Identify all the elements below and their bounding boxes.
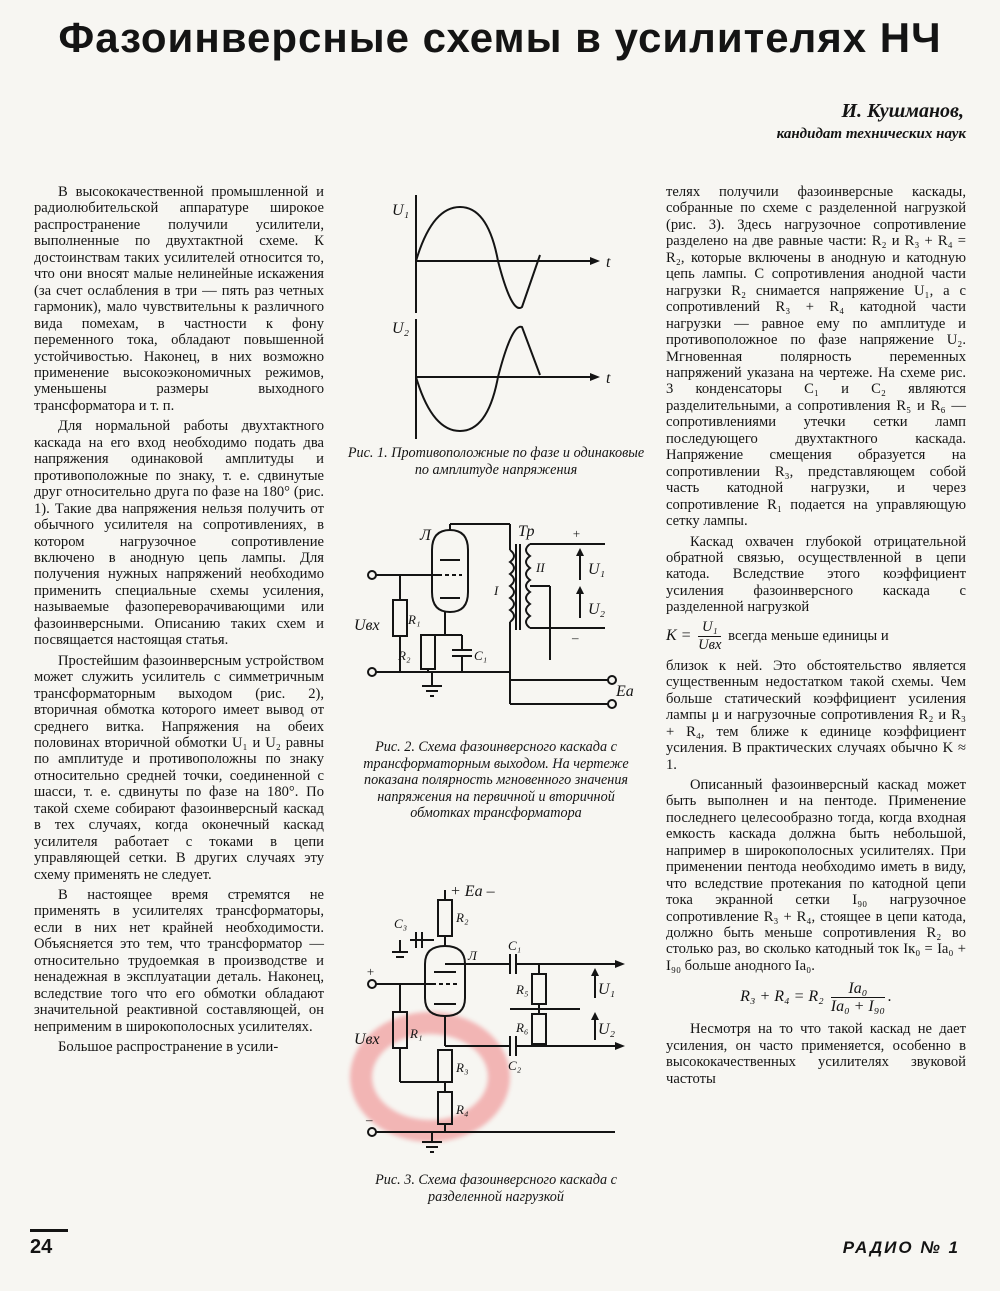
- paragraph: Простейшим фазоинверсным устройством может служить усилитель с симметричным трансформаторным выходом (рис. 2), вторичная обмотка которого имеет вывод от среднего витка. Напряжения на обеих половинах вторичной обмотки U₁ и U₂ равны по амплитуде и противоположны по знаку относительно средней точки, соединенной с шасси, т. е. сдвинуты по фазе на 180°. По такой схеме собирают фазоинверсный каскад в тех случаях, когда оконечный каскад усилителя работает с токами в цепи управляющей сетки. В других случаях эту схему применять не следует.: [34, 652, 324, 883]
- fig1-label-t1: t: [606, 254, 611, 271]
- fig2-label-ea: Eа: [616, 683, 634, 700]
- formula-k-text: всегда меньше единицы и: [728, 627, 889, 644]
- fig2-tube: [432, 530, 468, 612]
- fig2-label-plus: +: [572, 526, 581, 541]
- page-number: 24: [30, 1236, 53, 1258]
- fig3-label-r2: R₂: [456, 910, 469, 925]
- fig3-label-r5: R₅: [516, 982, 529, 997]
- paragraph: Каскад охвачен глубокой отрицательной обратной связью, осуществленной в цепи катода. Вследствие этого коэффициент усиления фазоинверсного каскада с разделенной нагрузкой: [666, 533, 966, 616]
- fig2-label-u2: U₂: [588, 601, 606, 618]
- fig2-label-r1: R₁: [408, 612, 421, 627]
- fig2-primary-winding: [510, 550, 514, 622]
- paragraph: Большое распространение в усили-: [58, 1039, 279, 1056]
- fig1-label-u1: U₁: [392, 202, 410, 219]
- fig3-resistor-r3: [438, 1050, 452, 1082]
- fig2-label-i: I: [494, 583, 499, 598]
- formula-k-denominator: Uвх: [698, 636, 722, 653]
- paragraph: Несмотря на то что такой каскад не дает усиления, он часто применяется, особенно в высококачественных усилителях звуковой частоты: [666, 1021, 966, 1087]
- figure-1-waveforms: [380, 195, 640, 445]
- author-name: И. Кушманов,: [841, 100, 964, 122]
- formula-k-lhs: K =: [666, 626, 692, 644]
- footer-rule: [30, 1229, 68, 1232]
- figure-1-caption: Рис. 1. Противоположные по фазе и одинаковые по амплитуде напряжения: [347, 445, 645, 478]
- fig2-label-r2: R₂: [398, 648, 411, 663]
- fig2-label-c1: C₁: [474, 648, 488, 663]
- formula-k-fraction: [698, 619, 721, 654]
- fig3-resistor-r2: [438, 900, 452, 936]
- figure-2-caption: Рис. 2. Схема фазоинверсного каскада с трансформаторным выходом. На чертеже показана полярность мгновенного значения напряжения на первичной и вторичной обмотках трансформатора: [363, 739, 629, 821]
- formula-r-lhs: R₃ + R₄ = R₂: [740, 988, 824, 1006]
- fig2-resistor-r2: [421, 635, 435, 669]
- fig3-resistor-r6: [532, 1014, 546, 1044]
- fig2-label-u1: U₁: [588, 561, 606, 578]
- formula-k-numerator: U₁: [698, 619, 721, 637]
- paragraph: В настоящее время стремятся не применять в усилителях трансформаторы, если в них нет крайней необходимости. Объясняется это тем, что трансформатор — относительно трудоемкая в производстве и ненадежная в эксплуатации деталь. Наконец, вследствие того что его обмотки обладают значительной реактивной составляющей, он неприменим в широкополосных усилителях.: [34, 887, 324, 1035]
- formula-r-denominator: Iа₀ + I₉₀: [830, 998, 885, 1016]
- article-title: Фазоинверсные схемы в усилителях НЧ: [58, 14, 942, 61]
- fig3-label-ea: + Eа –: [450, 883, 495, 900]
- fig3-tube: [425, 946, 465, 1016]
- fig3-resistor-r4: [438, 1092, 452, 1124]
- fig3-label-uin: Uвх: [354, 1031, 380, 1048]
- figure-3-schematic: [350, 880, 640, 1160]
- magazine-issue: РАДИО № 1: [842, 1238, 960, 1257]
- fig3-label-u2: U₂: [598, 1021, 616, 1038]
- fig3-resistor-r5: [532, 974, 546, 1004]
- fig3-label-minus: –: [366, 1112, 373, 1127]
- formula-k-line: [666, 619, 966, 654]
- fig2-secondary-winding: [526, 544, 530, 628]
- fig2-label-lamp: Л: [420, 527, 431, 544]
- fig1-label-t2: t: [606, 370, 611, 387]
- paragraph: В высококачественной промышленной и радиолюбительской аппаратуре широкое распространение получили усилители, выполненные по двухтактной схеме. К достоинствам таких усилителей относится то, что они вносят малые нелинейные искажения (за счет ослабления в три — пять раз четных гармоник), мало чувствительны к различного вида помехам, в частности к фону переменного тока, обладают повышенной устойчивостью. Наконец, в них возможно применение высокоэкономичных режимов, уменьшены размеры выходного трансформатора и т. п.: [34, 184, 324, 414]
- fig3-label-r3: R₃: [456, 1060, 469, 1075]
- fig3-label-lamp: Л: [468, 948, 477, 963]
- figure-2-schematic: [350, 520, 640, 730]
- fig3-label-r1: R₁: [410, 1026, 423, 1041]
- fig2-label-minus: –: [572, 630, 579, 645]
- formula-r: [666, 980, 966, 1015]
- fig2-resistor-r1: [393, 600, 407, 636]
- fig3-label-c1: C₁: [508, 938, 522, 953]
- left-column: [34, 184, 324, 1056]
- formula-r-numerator: Iа₀: [831, 980, 885, 998]
- fig3-resistor-r1: [393, 1012, 407, 1048]
- fig1-label-u2: U₂: [392, 320, 410, 337]
- figure-3-caption: Рис. 3. Схема фазоинверсного каскада с разделенной нагрузкой: [375, 1172, 617, 1205]
- fig2-label-tr: Тр: [518, 523, 535, 540]
- fig2-label-ii: II: [536, 560, 545, 575]
- paragraph: телях получили фазоинверсные каскады, собранные по схеме с разделенной нагрузкой (рис. 3). Здесь нагрузочное сопротивление разделено на две равные части: R₂ и R₃ + R₄ = R₂, которые включены в анодную и катодную цепь лампы. С сопротивления анодной части нагрузки R₂ снимается напряжение U₁, а с сопротивлений R₃ + R₄ катодной части нагрузки — равное ему по амплитуде и противоположное по фазе напряжение U₂. Мгновенная полярность переменных напряжений указана на чертеже. На схеме рис. 3 конденсаторы C₁ и C₂ являются разделительными, а сопротивления R₅ и R₆ — сопротивлениями утечки сетки ламп последующего двухтактного каскада. Напряжение смещения образуется на сопротивлении R₃, представляющем собой часть катодной нагрузки, и через сопротивление R₁ подается на управляющую сетку лампы.: [666, 184, 966, 530]
- fig3-label-r4: R₄: [456, 1102, 469, 1117]
- author-degree: кандидат технических наук: [776, 126, 966, 142]
- fig3-label-r6: R₆: [516, 1020, 529, 1035]
- formula-r-fraction: [831, 980, 885, 1015]
- fig3-label-c2: C₂: [508, 1058, 522, 1073]
- fig3-label-plus: +: [366, 964, 375, 979]
- paragraph: Описанный фазоинверсный каскад может быть выполнен и на пентоде. Применение последнего целесообразно тогда, когда входная емкость каскада должна быть небольшой, например в широкополосных усилителях. При применении пентода необходимо иметь в виду, что вследствие протекания по катодной цепи тока экранной сетки I₉₀ нагрузочное сопротивление R₃ + R₄, стоящее в цепи катода, должно быть меньше сопротивления R₂ во столько раз, во сколько катодный ток Iк₀ = Iа₀ + I₉₀ больше анодного Iа₀.: [666, 776, 966, 974]
- paragraph: близок к ней. Это обстоятельство является существенным недостатком такой схемы. Чем больше статический коэффициент усиления лампы μ и нагрузочные сопротивления R₂ и R₃ + R₄, тем ближе к единице коэффициент усиления. В практических случаях обычно K ≈ 1.: [666, 657, 966, 773]
- right-column: [666, 184, 966, 1087]
- paragraph: Для нормальной работы двухтактного каскада на его вход необходимо подать два напряжения одинаковой амплитуды и противоположные по знаку, т. е. сдвинутые друг относительно друга по фазе на 180° (рис. 1). Такие два напряжения нельзя получить от обычного усилителя на сопротивлениях, в котором нагрузочное сопротивление включено в анодную цепь лампы. Для получения нужных напряжений необходимо применить специальные схемы усиления, называемые фазопереворачивающими или фазоинверсными. Описанию таких схем и посвящается настоящая статья.: [34, 418, 324, 649]
- fig3-label-u1: U₁: [598, 981, 616, 998]
- fig2-label-uin: Uвх: [354, 617, 380, 634]
- fig3-label-c3: C₃: [394, 916, 408, 931]
- formula-r-end: .: [887, 988, 892, 1006]
